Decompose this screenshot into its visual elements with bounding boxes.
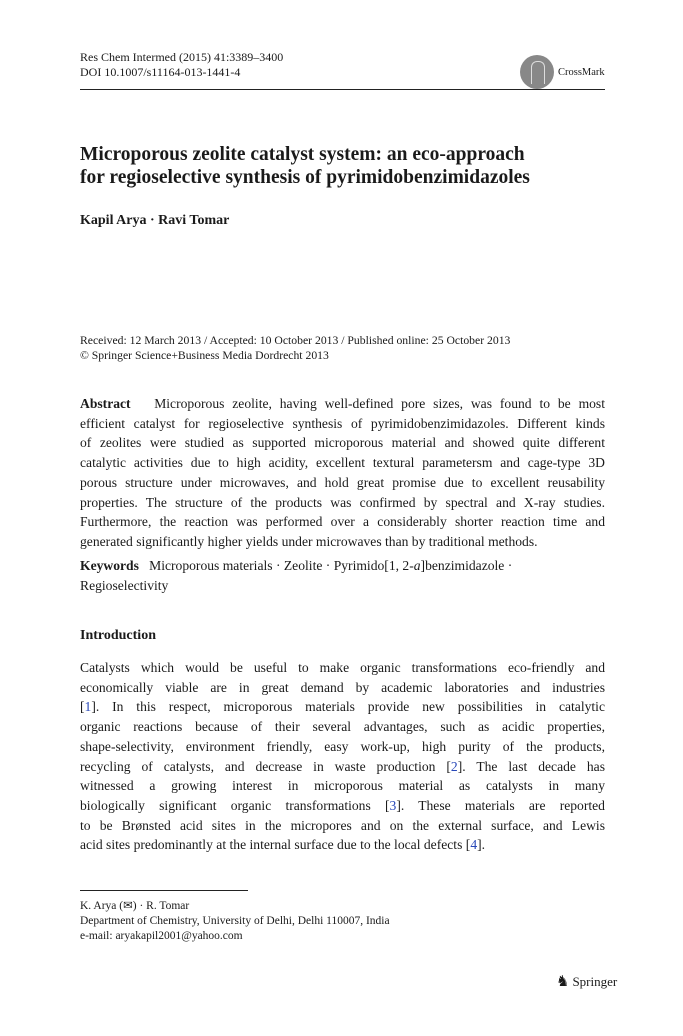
crossmark-badge[interactable] [520,55,605,89]
keywords [80,556,605,595]
abstract-label: Abstract [80,396,131,411]
envelope-icon[interactable]: ✉ [123,900,133,912]
footnote-authors: K. Arya ( [80,900,124,912]
crossmark-icon [520,55,554,89]
abstract-line: of zeolites were studied as supported microporous material and showed quite different [80,435,605,451]
doi[interactable]: DOI 10.1007/s11164-013-1441-4 [80,65,241,79]
body-line: . These materials are reported [400,797,605,813]
author-footnote [80,899,605,944]
body-line: witnessed a growing interest in microporous material as catalysts in many [80,778,605,794]
introduction-body: Catalysts which would be useful to make organic transformations eco-friendly and economically viable are in great demand by academic laboratories and industries [1]. In this respect, microporous materials provide new possibilities in catalytic organic reactions because of their several advantages, such as acidic properties, shape-selectivity, environment friendly, easy work-up, high purity of the products, recycling of catalysts, and decrease in waste production [2]. The last decade has witnessed a growing interest in microporous material as catalysts in many biologically significant organic transformations [3]. These materials are reported to be Brønsted acid sites in the micropores and on the external surface, and Lewis acid sites predominantly at the internal surface due to the local defects [4]. [80,660,605,853]
body-line: Catalysts which would be useful to make organic transformations eco-friendly and [80,660,605,675]
citation-link[interactable]: 1 [84,699,92,715]
keywords-text: Regioselectivity [80,577,169,593]
paper-title [80,143,605,189]
abstract-line: efficient catalyst for regioselective synthesis of pyrimidobenzimidazoles. Different kinds [80,415,605,431]
abstract-line: porous structure under microwaves, and hold great promise due to excellent reusability [80,474,605,490]
copyright: © Springer Science+Business Media Dordrecht 2013 [80,349,329,362]
keywords-italic: a [413,558,421,573]
body-line: to be Brønsted acid sites in the micropores and on the external surface, and Lewis [80,817,605,833]
title-line: Microporous zeolite catalyst system: an eco-approach [80,144,525,165]
header-rule [80,89,605,90]
body-line: . In this respect, microporous materials provide new possibilities in catalytic [95,699,605,715]
publication-dates [80,333,605,363]
publisher-logo [556,972,617,991]
abstract-line: Microporous zeolite, having well-defined pore sizes, was found to be most [154,396,606,411]
citation-link[interactable]: 3 [389,797,397,813]
crossmark-label: CrossMark [558,66,605,78]
abstract [80,394,605,552]
body-line: acid sites predominantly at the internal surface due to the local defects [80,837,463,853]
body-line: economically viable are in great demand by academic laboratories and industries [80,679,605,695]
abstract-line: properties. The structure of the products was confirmed by spectral and X-ray studies. [80,494,605,510]
title-line: for regioselective synthesis of pyrimidobenzimidazoles [80,167,530,188]
affiliation: Department of Chemistry, University of Delhi, Delhi 110007, India [80,915,390,927]
citation-link[interactable]: 2 [450,758,458,774]
footnote-authors: ) · R. Tomar [132,900,190,912]
keywords-text: Microporous materials · Zeolite · Pyrimido[1, 2- [149,558,414,573]
body-line: organic reactions because of their several advantages, such as acidic properties, [80,719,605,735]
body-line: recycling of catalysts, and decrease in waste production [80,758,436,774]
abstract-line: generated significantly higher yields under microwaves than by traditional methods. [80,533,538,549]
publisher-name: Springer [572,973,618,989]
abstract-line: Furthermore, the reaction was performed over a considerably shorter reaction time and [80,514,605,530]
body-line: . [481,837,486,853]
body-line: shape-selectivity, environment friendly, easy work-up, high purity of the products, [80,738,605,754]
springer-horse-icon: ♞ [556,974,570,990]
body-line: . The last decade has [462,758,605,774]
abstract-line: catalytic activities due to high acidity, excellent textural parametersm and cage-type 3D [80,455,605,471]
keywords-text: ]benzimidazole · [420,558,513,573]
footnote-rule [80,890,248,891]
email[interactable]: e-mail: aryakapil2001@yahoo.com [80,930,243,942]
keywords-label: Keywords [80,558,139,573]
citation-link[interactable]: 4 [470,837,478,853]
journal-citation: Res Chem Intermed (2015) 41:3389–3400 [80,50,284,64]
authors: Kapil Arya · Ravi Tomar [80,213,230,228]
section-heading: Introduction [80,628,156,643]
body-line: biologically significant organic transformations [80,797,371,813]
history: Received: 12 March 2013 / Accepted: 10 October 2013 / Published online: 25 October 2013 [80,334,511,347]
